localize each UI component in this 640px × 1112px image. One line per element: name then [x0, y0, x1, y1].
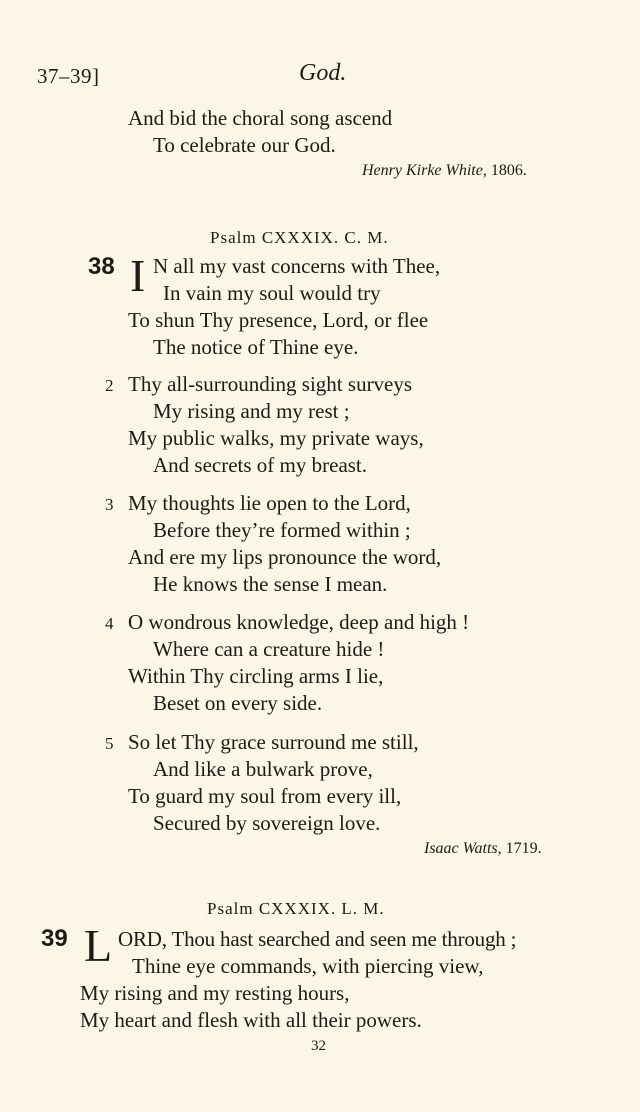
- hymn-number: 38: [88, 253, 115, 280]
- author-year: , 1719.: [497, 840, 542, 857]
- verse-line: So let Thy grace surround me still,: [128, 730, 419, 754]
- verse-line: To celebrate our God.: [153, 133, 336, 157]
- verse-line: To shun Thy presence, Lord, or flee: [128, 308, 429, 332]
- verse-number: 4: [105, 614, 114, 633]
- verse-line: O wondrous knowledge, deep and high !: [128, 610, 470, 634]
- verse-line: Within Thy circling arms I lie,: [128, 664, 384, 688]
- author-name: Henry Kirke White: [362, 162, 483, 179]
- verse-line: And like a bulwark prove,: [153, 757, 373, 781]
- drop-cap: I: [130, 250, 146, 301]
- verse-number: 2: [105, 376, 114, 395]
- psalm-heading: [210, 228, 389, 248]
- hymn-range: 37–39]: [37, 64, 100, 88]
- verse-line: My thoughts lie open to the Lord,: [128, 491, 411, 515]
- psalm-heading: [207, 899, 385, 919]
- author-name: Isaac Watts: [424, 840, 498, 857]
- verse-line: My rising and my resting hours,: [80, 981, 350, 1005]
- attribution: [362, 162, 527, 180]
- hymn-number: 39: [41, 925, 68, 952]
- heading-rest: CXXXIX. L. M.: [253, 899, 385, 918]
- verse-line: He knows the sense I mean.: [153, 572, 388, 596]
- verse-line: ORD, Thou hast searched and seen me through ;: [118, 927, 517, 951]
- drop-cap: L: [84, 920, 113, 971]
- attribution: [424, 840, 542, 858]
- heading-word: Psalm: [210, 228, 257, 247]
- running-title: God.: [299, 60, 347, 86]
- verse-line: The notice of Thine eye.: [153, 335, 359, 359]
- verse-line: In vain my soul would try: [163, 281, 381, 305]
- verse-line: My rising and my rest ;: [153, 399, 350, 423]
- verse-line: And secrets of my breast.: [153, 453, 368, 477]
- heading-rest: CXXXIX. C. M.: [256, 228, 389, 247]
- verse-line: Beset on every side.: [153, 691, 323, 715]
- verse-line: Before they’re formed within ;: [153, 518, 411, 542]
- verse-line: Where can a creature hide !: [153, 637, 385, 661]
- author-year: , 1806.: [482, 162, 527, 179]
- page-number: 32: [311, 1038, 326, 1054]
- verse-line: My public walks, my private ways,: [128, 426, 424, 450]
- verse-number: 3: [105, 495, 114, 514]
- verse-line: Secured by sovereign love.: [153, 811, 381, 835]
- verse-line: N all my vast concerns with Thee,: [153, 254, 441, 278]
- verse-line: My heart and flesh with all their powers.: [80, 1008, 422, 1032]
- verse-line: And bid the choral song ascend: [128, 106, 393, 130]
- verse-line: To guard my soul from every ill,: [128, 784, 402, 808]
- verse-line: Thy all-surrounding sight surveys: [128, 372, 413, 396]
- verse-line: And ere my lips pronounce the word,: [128, 545, 442, 569]
- heading-word: Psalm: [207, 899, 254, 918]
- verse-number: 5: [105, 734, 114, 753]
- verse-line: Thine eye commands, with piercing view,: [132, 954, 484, 978]
